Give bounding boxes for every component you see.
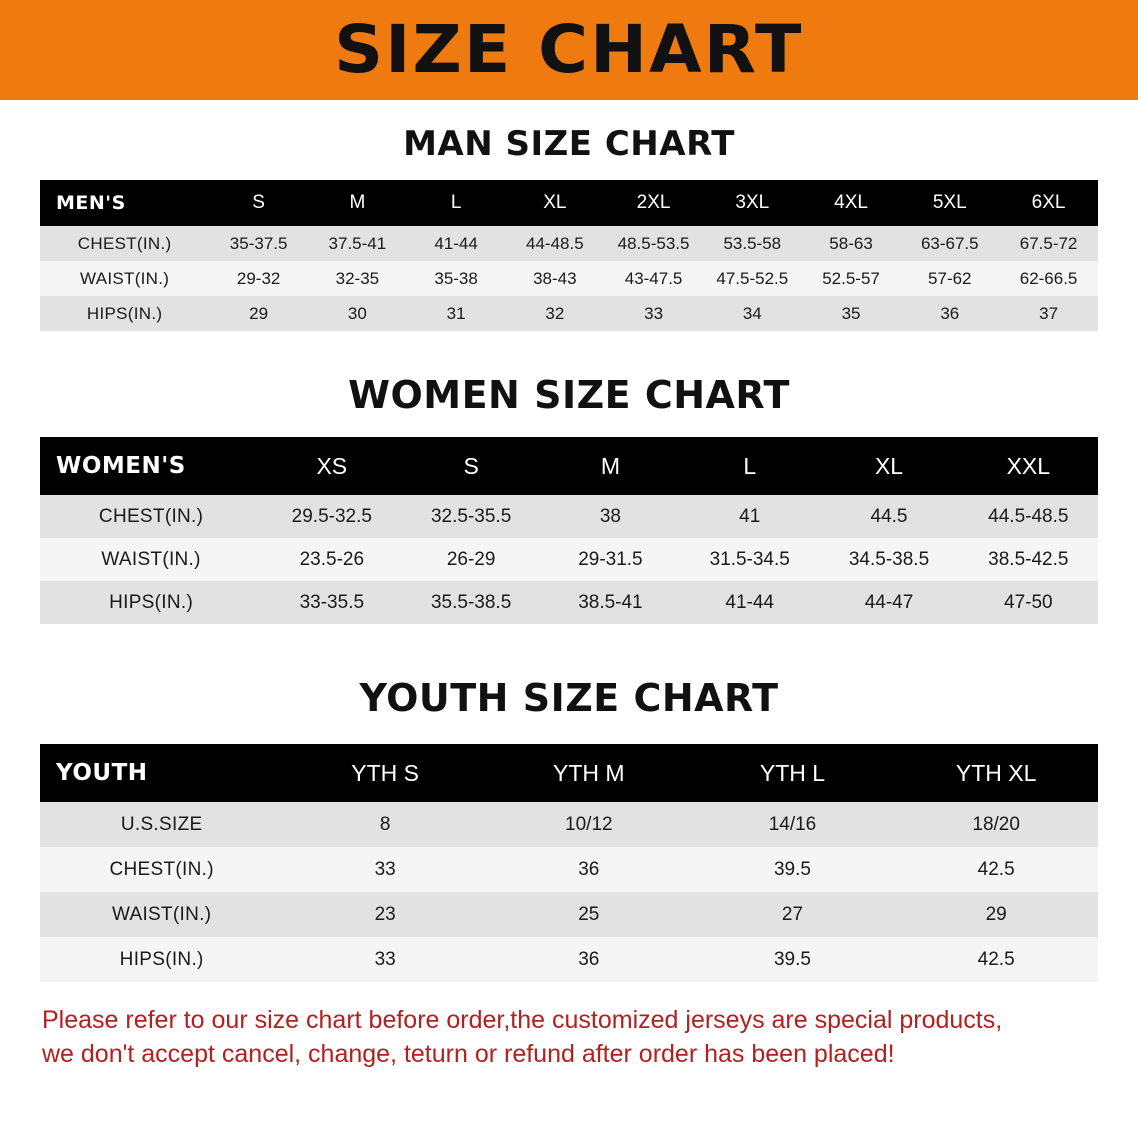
youth-cell: 18/20 xyxy=(894,802,1098,847)
men-cell: 53.5-58 xyxy=(703,226,802,261)
banner-title: SIZE CHART xyxy=(334,11,804,88)
table-row xyxy=(40,495,1098,538)
women-table-body xyxy=(40,437,1098,624)
men-size-header: S xyxy=(209,180,308,226)
youth-header-row xyxy=(40,744,1098,802)
table-row xyxy=(40,296,1098,331)
men-cell: 34 xyxy=(703,296,802,331)
youth-cell: 36 xyxy=(487,937,691,982)
men-size-header: 2XL xyxy=(604,180,703,226)
men-size-header: 6XL xyxy=(999,180,1098,226)
men-cell: 37 xyxy=(999,296,1098,331)
men-size-header: M xyxy=(308,180,407,226)
youth-section-heading: YOUTH SIZE CHART xyxy=(359,676,779,720)
women-cell: 29.5-32.5 xyxy=(262,495,401,538)
youth-size-header: YTH L xyxy=(691,744,895,802)
table-row xyxy=(40,226,1098,261)
youth-header-label: YOUTH xyxy=(40,744,283,802)
men-cell: 35-38 xyxy=(407,261,506,296)
youth-size-table xyxy=(40,744,1098,982)
youth-cell: 29 xyxy=(894,892,1098,937)
women-cell: 26-29 xyxy=(401,538,540,581)
men-size-header: 4XL xyxy=(802,180,901,226)
women-cell: 23.5-26 xyxy=(262,538,401,581)
women-header-row xyxy=(40,437,1098,495)
men-cell: 32 xyxy=(505,296,604,331)
men-row-label: HIPS(IN.) xyxy=(40,296,209,331)
women-size-header: XXL xyxy=(959,437,1098,495)
men-cell: 41-44 xyxy=(407,226,506,261)
youth-row-label: U.S.SIZE xyxy=(40,802,283,847)
women-header-label: WOMEN'S xyxy=(40,437,262,495)
women-cell: 34.5-38.5 xyxy=(819,538,958,581)
men-size-header: 3XL xyxy=(703,180,802,226)
men-cell: 63-67.5 xyxy=(900,226,999,261)
women-size-header: XS xyxy=(262,437,401,495)
men-cell: 37.5-41 xyxy=(308,226,407,261)
table-row xyxy=(40,847,1098,892)
men-cell: 43-47.5 xyxy=(604,261,703,296)
men-cell: 29-32 xyxy=(209,261,308,296)
men-cell: 58-63 xyxy=(802,226,901,261)
men-cell: 29 xyxy=(209,296,308,331)
man-table-body xyxy=(40,180,1098,331)
men-cell: 35 xyxy=(802,296,901,331)
men-cell: 67.5-72 xyxy=(999,226,1098,261)
men-cell: 33 xyxy=(604,296,703,331)
youth-cell: 8 xyxy=(283,802,487,847)
youth-table-wrapper xyxy=(0,744,1138,982)
youth-cell: 36 xyxy=(487,847,691,892)
man-section-heading: MAN SIZE CHART xyxy=(403,124,735,164)
youth-cell: 42.5 xyxy=(894,937,1098,982)
notice-line-2: we don't accept cancel, change, teturn or refund after order has been placed! xyxy=(42,1039,895,1068)
men-row-label: CHEST(IN.) xyxy=(40,226,209,261)
women-cell: 41-44 xyxy=(680,581,819,624)
women-size-header: M xyxy=(541,437,680,495)
youth-row-label: WAIST(IN.) xyxy=(40,892,283,937)
women-row-label: HIPS(IN.) xyxy=(40,581,262,624)
women-cell: 38 xyxy=(541,495,680,538)
men-cell: 32-35 xyxy=(308,261,407,296)
man-table-wrapper xyxy=(0,180,1138,331)
women-cell: 44.5-48.5 xyxy=(959,495,1098,538)
women-section-heading: WOMEN SIZE CHART xyxy=(348,373,790,417)
women-cell: 38.5-42.5 xyxy=(959,538,1098,581)
banner xyxy=(0,0,1138,100)
men-cell: 44-48.5 xyxy=(505,226,604,261)
men-size-header: L xyxy=(407,180,506,226)
youth-cell: 42.5 xyxy=(894,847,1098,892)
youth-row-label: CHEST(IN.) xyxy=(40,847,283,892)
women-size-table xyxy=(40,437,1098,624)
men-cell: 35-37.5 xyxy=(209,226,308,261)
youth-row-label: HIPS(IN.) xyxy=(40,937,283,982)
men-cell: 52.5-57 xyxy=(802,261,901,296)
men-cell: 31 xyxy=(407,296,506,331)
youth-cell: 39.5 xyxy=(691,847,895,892)
men-size-header: XL xyxy=(505,180,604,226)
women-cell: 33-35.5 xyxy=(262,581,401,624)
women-cell: 32.5-35.5 xyxy=(401,495,540,538)
women-cell: 44-47 xyxy=(819,581,958,624)
women-cell: 31.5-34.5 xyxy=(680,538,819,581)
youth-cell: 33 xyxy=(283,937,487,982)
men-cell: 57-62 xyxy=(900,261,999,296)
youth-cell: 23 xyxy=(283,892,487,937)
men-cell: 48.5-53.5 xyxy=(604,226,703,261)
table-row xyxy=(40,538,1098,581)
youth-size-header: YTH S xyxy=(283,744,487,802)
men-cell: 30 xyxy=(308,296,407,331)
man-size-table xyxy=(40,180,1098,331)
women-size-header: L xyxy=(680,437,819,495)
men-header-label: MEN'S xyxy=(40,180,209,226)
women-cell: 35.5-38.5 xyxy=(401,581,540,624)
youth-cell: 27 xyxy=(691,892,895,937)
men-cell: 62-66.5 xyxy=(999,261,1098,296)
men-row-label: WAIST(IN.) xyxy=(40,261,209,296)
notice-line-1: Please refer to our size chart before order,the customized jerseys are special products, xyxy=(42,1006,1003,1034)
women-cell: 29-31.5 xyxy=(541,538,680,581)
women-size-header: S xyxy=(401,437,540,495)
women-cell: 41 xyxy=(680,495,819,538)
table-row xyxy=(40,802,1098,847)
table-row xyxy=(40,892,1098,937)
men-size-header: 5XL xyxy=(900,180,999,226)
women-size-header: XL xyxy=(819,437,958,495)
table-row xyxy=(40,937,1098,982)
youth-size-header: YTH XL xyxy=(894,744,1098,802)
youth-cell: 14/16 xyxy=(691,802,895,847)
youth-cell: 25 xyxy=(487,892,691,937)
notice xyxy=(0,982,1138,1072)
youth-cell: 33 xyxy=(283,847,487,892)
table-row xyxy=(40,261,1098,296)
table-row xyxy=(40,581,1098,624)
women-table-wrapper xyxy=(0,437,1138,624)
women-cell: 44.5 xyxy=(819,495,958,538)
youth-cell: 39.5 xyxy=(691,937,895,982)
men-cell: 47.5-52.5 xyxy=(703,261,802,296)
men-header-row xyxy=(40,180,1098,226)
youth-size-header: YTH M xyxy=(487,744,691,802)
women-cell: 38.5-41 xyxy=(541,581,680,624)
youth-table-body xyxy=(40,744,1098,982)
men-cell: 36 xyxy=(900,296,999,331)
women-cell: 47-50 xyxy=(959,581,1098,624)
men-cell: 38-43 xyxy=(505,261,604,296)
women-row-label: CHEST(IN.) xyxy=(40,495,262,538)
youth-cell: 10/12 xyxy=(487,802,691,847)
women-row-label: WAIST(IN.) xyxy=(40,538,262,581)
